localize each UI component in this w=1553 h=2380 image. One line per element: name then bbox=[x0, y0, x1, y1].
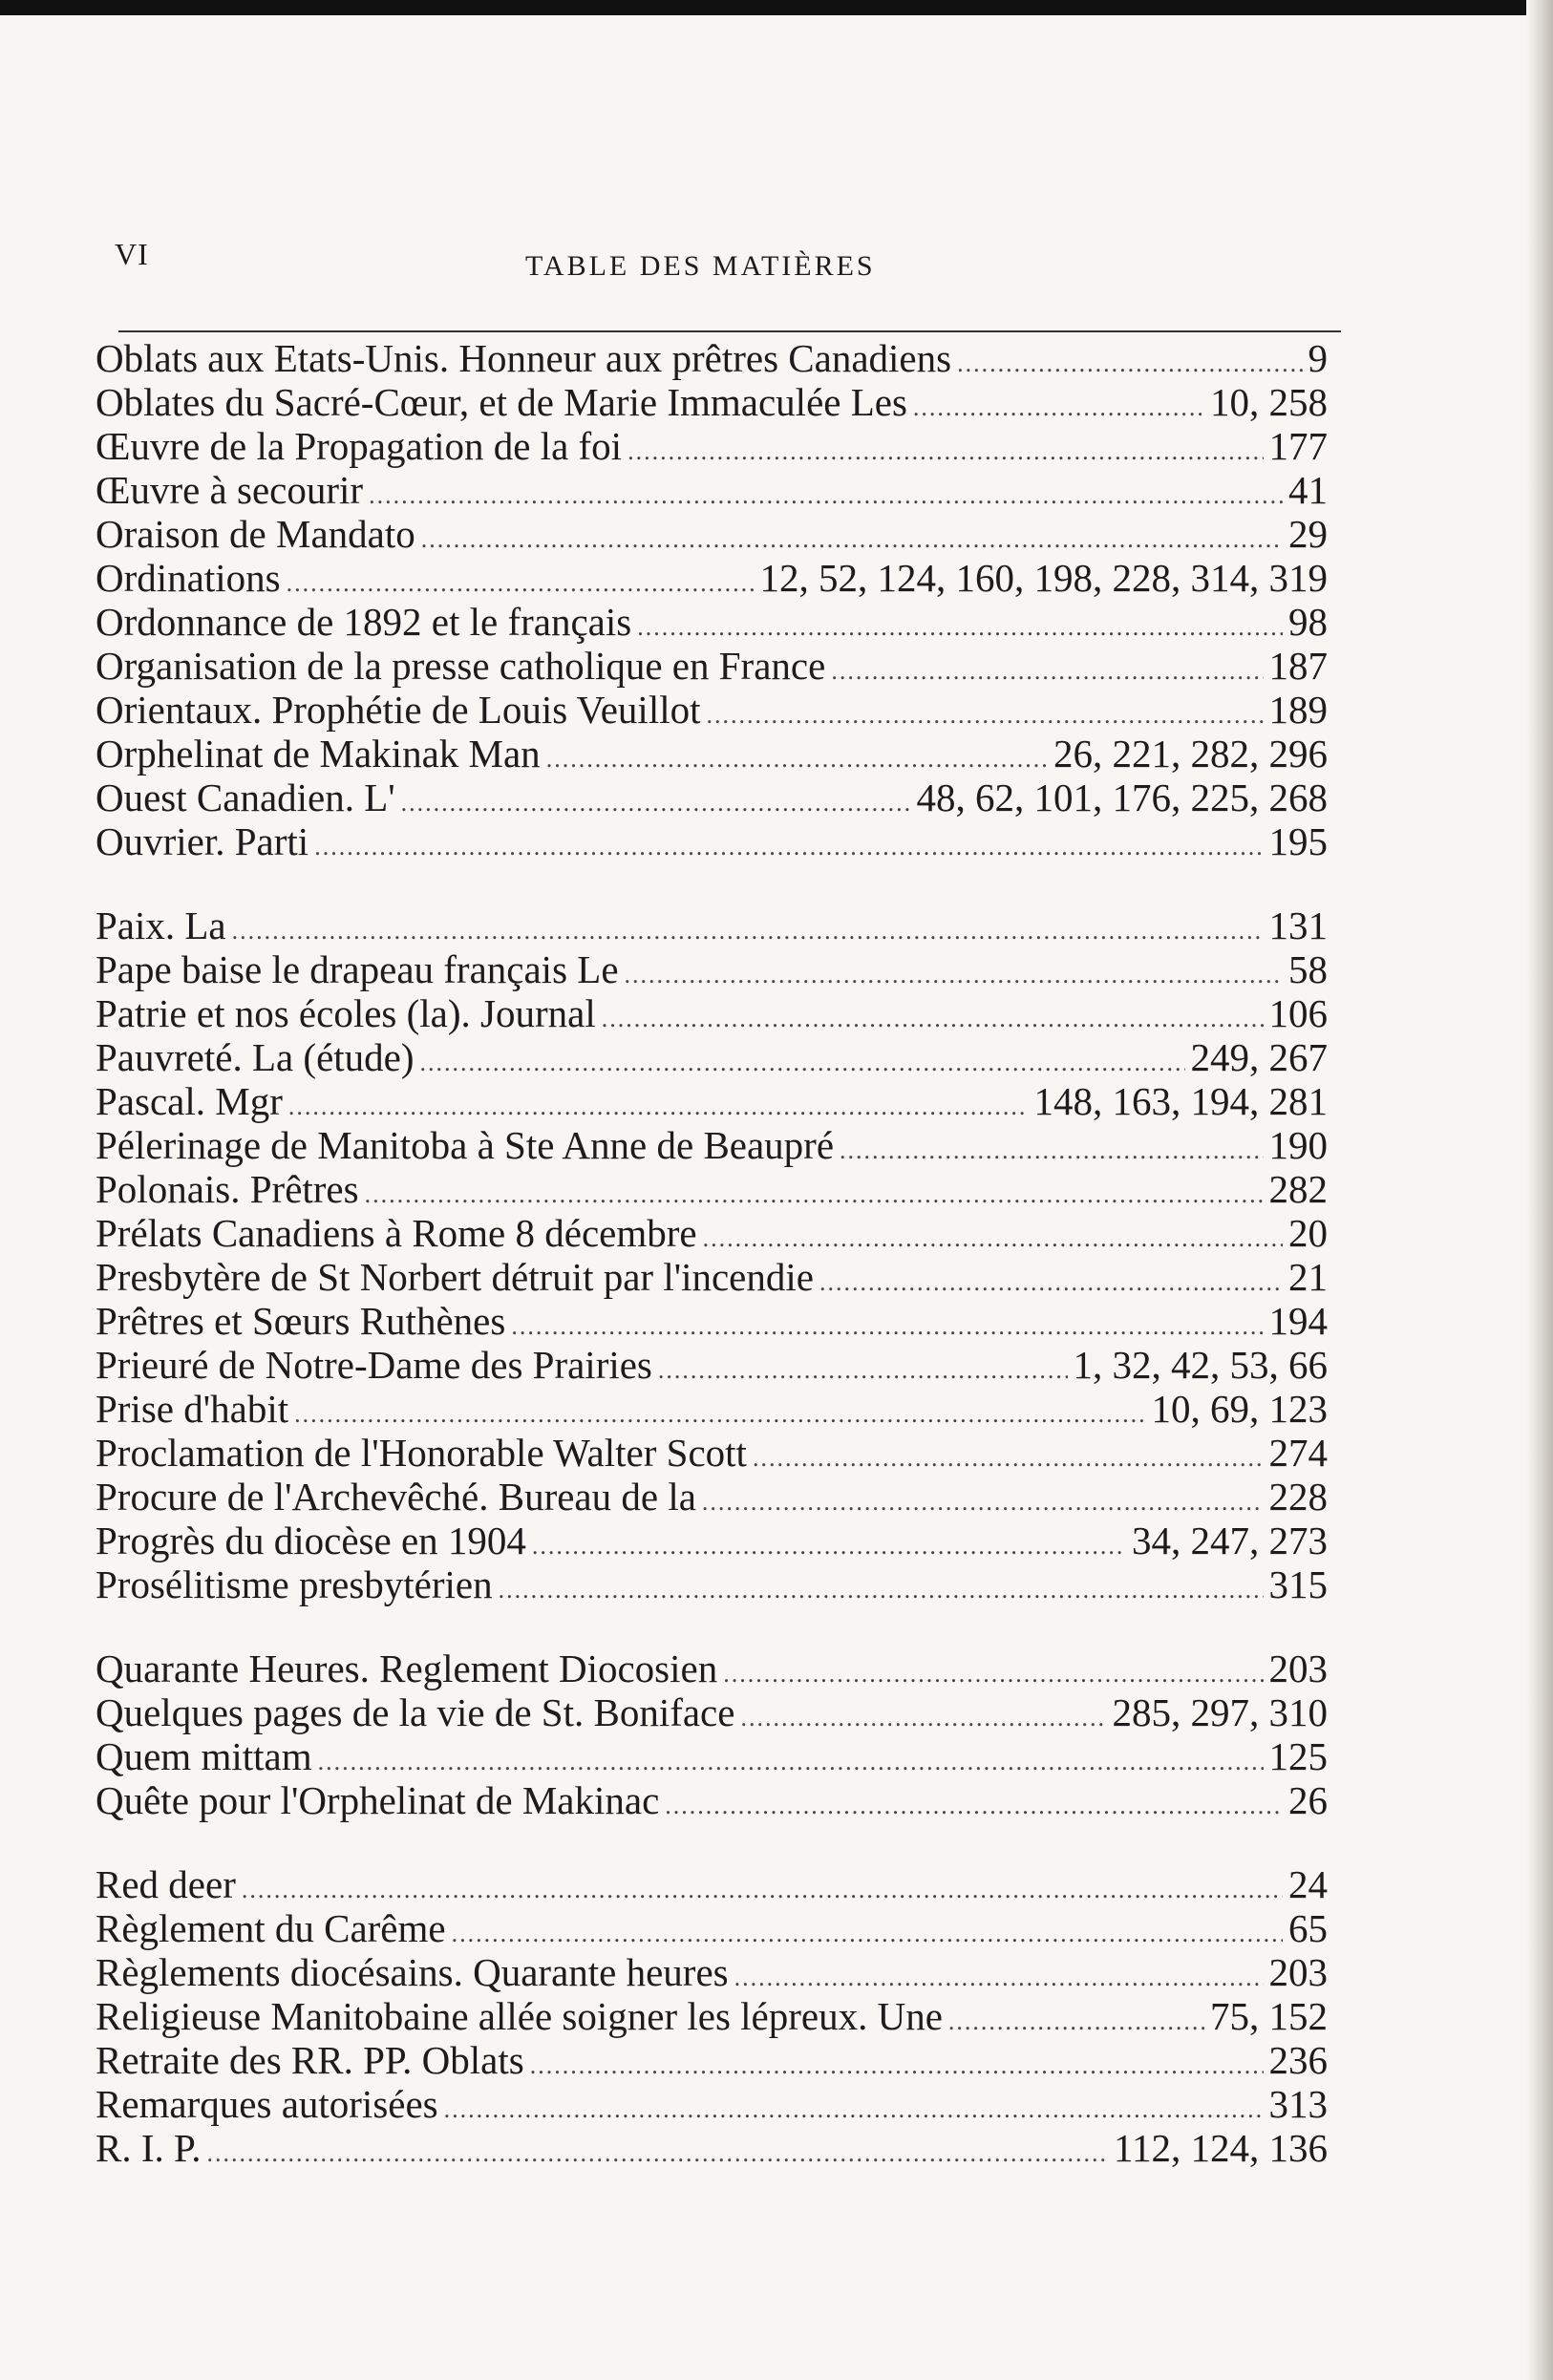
entry-term: Œuvre à secourir bbox=[96, 468, 364, 512]
dot-leader bbox=[499, 1568, 1264, 1606]
dot-leader bbox=[740, 1696, 1106, 1734]
index-entry bbox=[96, 1299, 1328, 1343]
entry-pages: 65 bbox=[1288, 1906, 1328, 1950]
entry-pages: 187 bbox=[1268, 644, 1328, 688]
entry-pages: 189 bbox=[1268, 688, 1328, 732]
entry-term: Proclamation de l'Honorable Walter Scott bbox=[96, 1431, 747, 1475]
entry-term: Prise d'habit bbox=[96, 1387, 289, 1431]
dot-leader bbox=[948, 2000, 1204, 2038]
entry-term: Œuvre de la Propagation de la foi bbox=[96, 424, 623, 468]
scan-page-edge bbox=[1526, 0, 1553, 2380]
index-entry bbox=[96, 947, 1328, 991]
index-entry bbox=[96, 380, 1328, 424]
entry-term: Orientaux. Prophétie de Louis Veuillot bbox=[96, 688, 701, 732]
entry-pages: 20 bbox=[1288, 1211, 1328, 1255]
index-entry bbox=[96, 1519, 1328, 1562]
index-entry bbox=[96, 819, 1328, 863]
dot-leader bbox=[444, 2088, 1264, 2126]
dot-leader bbox=[401, 781, 911, 819]
entry-pages: 75, 152 bbox=[1210, 1994, 1328, 2038]
index-entry bbox=[96, 1562, 1328, 1606]
entry-pages: 10, 69, 123 bbox=[1151, 1387, 1328, 1431]
entry-term: Organisation de la presse catholique en France bbox=[96, 644, 826, 688]
entry-term: Ouvrier. Parti bbox=[96, 819, 309, 863]
index-entry bbox=[96, 556, 1328, 600]
index-entry bbox=[96, 1079, 1328, 1123]
dot-leader bbox=[753, 1436, 1264, 1475]
entry-term: Quête pour l'Orphelinat de Makinac bbox=[96, 1778, 660, 1822]
entry-term: Règlement du Carême bbox=[96, 1906, 446, 1950]
dot-leader bbox=[707, 693, 1264, 732]
dot-leader bbox=[957, 342, 1302, 380]
dot-leader bbox=[530, 2044, 1264, 2082]
entry-pages: 131 bbox=[1268, 903, 1328, 947]
index-list bbox=[96, 336, 1328, 2210]
entry-term: Red deer bbox=[96, 1862, 236, 1906]
index-entry bbox=[96, 1647, 1328, 1690]
dot-leader bbox=[625, 953, 1283, 991]
entry-pages: 203 bbox=[1268, 1950, 1328, 1994]
index-entry bbox=[96, 1906, 1328, 1950]
entry-term: Quelques pages de la vie de St. Boniface bbox=[96, 1690, 735, 1734]
dot-leader bbox=[703, 1217, 1283, 1255]
dot-leader bbox=[207, 2132, 1109, 2170]
index-entry bbox=[96, 1431, 1328, 1475]
entry-term: Polonais. Prêtres bbox=[96, 1167, 359, 1211]
entry-term: Pauvreté. La (étude) bbox=[96, 1035, 415, 1079]
entry-term: Oraison de Mandato bbox=[96, 512, 415, 556]
dot-leader bbox=[511, 1305, 1263, 1343]
entry-pages: 26, 221, 282, 296 bbox=[1053, 732, 1328, 776]
index-entry bbox=[96, 1123, 1328, 1167]
entry-pages: 112, 124, 136 bbox=[1114, 2126, 1328, 2170]
entry-term: Procure de l'Archevêché. Bureau de la bbox=[96, 1475, 696, 1519]
entry-term: Ouest Canadien. L' bbox=[96, 776, 395, 819]
dot-leader bbox=[840, 1129, 1263, 1167]
dot-leader bbox=[232, 909, 1264, 947]
header-rule bbox=[118, 330, 1341, 332]
entry-pages: 190 bbox=[1268, 1123, 1328, 1167]
index-entry bbox=[96, 2126, 1328, 2170]
index-section bbox=[96, 336, 1328, 863]
dot-leader bbox=[819, 1261, 1283, 1299]
entry-pages: 274 bbox=[1268, 1431, 1328, 1475]
index-entry bbox=[96, 600, 1328, 644]
entry-pages: 1, 32, 42, 53, 66 bbox=[1073, 1343, 1328, 1387]
entry-term: Patrie et nos écoles (la). Journal bbox=[96, 991, 596, 1035]
index-section bbox=[96, 1862, 1328, 2170]
entry-pages: 315 bbox=[1268, 1562, 1328, 1606]
entry-pages: 125 bbox=[1268, 1734, 1328, 1778]
dot-leader bbox=[628, 430, 1263, 468]
entry-term: Pascal. Mgr bbox=[96, 1079, 283, 1123]
entry-term: Pélerinage de Manitoba à Ste Anne de Beaupré bbox=[96, 1123, 835, 1167]
index-entry bbox=[96, 1778, 1328, 1822]
entry-term: Oblats aux Etats-Unis. Honneur aux prêtres Canadiens bbox=[96, 336, 952, 380]
index-entry bbox=[96, 2038, 1328, 2082]
entry-term: Oblates du Sacré-Cœur, et de Marie Immaculée Les bbox=[96, 380, 907, 424]
entry-term: Prieuré de Notre-Dame des Prairies bbox=[96, 1343, 652, 1387]
entry-term: Prélats Canadiens à Rome 8 décembre bbox=[96, 1211, 697, 1255]
entry-pages: 24 bbox=[1288, 1862, 1328, 1906]
index-entry bbox=[96, 1994, 1328, 2038]
dot-leader bbox=[532, 1524, 1126, 1562]
dot-leader bbox=[602, 997, 1264, 1035]
index-entry bbox=[96, 688, 1328, 732]
dot-leader bbox=[831, 649, 1263, 688]
entry-pages: 194 bbox=[1268, 1299, 1328, 1343]
entry-pages: 228 bbox=[1268, 1475, 1328, 1519]
dot-leader bbox=[288, 1085, 1029, 1123]
entry-pages: 12, 52, 124, 160, 198, 228, 314, 319 bbox=[759, 556, 1328, 600]
dot-leader bbox=[242, 1868, 1283, 1906]
index-entry bbox=[96, 1475, 1328, 1519]
entry-term: Retraite des RR. PP. Oblats bbox=[96, 2038, 524, 2082]
dot-leader bbox=[365, 1173, 1264, 1211]
index-entry bbox=[96, 1950, 1328, 1994]
entry-pages: 195 bbox=[1268, 819, 1328, 863]
entry-pages: 313 bbox=[1268, 2082, 1328, 2126]
dot-leader bbox=[420, 1041, 1185, 1079]
index-entry bbox=[96, 776, 1328, 819]
entry-term: R. I. P. bbox=[96, 2126, 202, 2170]
index-entry bbox=[96, 336, 1328, 380]
entry-pages: 9 bbox=[1308, 336, 1328, 380]
dot-leader bbox=[314, 825, 1263, 863]
entry-pages: 10, 258 bbox=[1210, 380, 1328, 424]
index-entry bbox=[96, 644, 1328, 688]
entry-term: Remarques autorisées bbox=[96, 2082, 438, 2126]
index-entry bbox=[96, 1690, 1328, 1734]
index-entry bbox=[96, 1734, 1328, 1778]
entry-pages: 21 bbox=[1288, 1255, 1328, 1299]
index-entry bbox=[96, 991, 1328, 1035]
dot-leader bbox=[665, 1784, 1283, 1822]
dot-leader bbox=[913, 386, 1204, 424]
running-title: TABLE DES MATIÈRES bbox=[525, 250, 876, 282]
dot-leader bbox=[734, 1956, 1264, 1994]
dot-leader bbox=[294, 1392, 1145, 1431]
entry-term: Pape baise le drapeau français Le bbox=[96, 947, 619, 991]
index-section bbox=[96, 1647, 1328, 1822]
entry-term: Quarante Heures. Reglement Diocosien bbox=[96, 1647, 718, 1690]
index-entry bbox=[96, 1211, 1328, 1255]
index-entry bbox=[96, 424, 1328, 468]
index-entry bbox=[96, 1343, 1328, 1387]
dot-leader bbox=[369, 474, 1283, 512]
dot-leader bbox=[287, 562, 755, 600]
entry-term: Règlements diocésains. Quarante heures bbox=[96, 1950, 729, 1994]
dot-leader bbox=[318, 1740, 1264, 1778]
entry-term: Ordinations bbox=[96, 556, 281, 600]
entry-pages: 285, 297, 310 bbox=[1112, 1690, 1328, 1734]
entry-pages: 41 bbox=[1288, 468, 1328, 512]
index-entry bbox=[96, 1387, 1328, 1431]
dot-leader bbox=[723, 1652, 1263, 1690]
entry-pages: 106 bbox=[1268, 991, 1328, 1035]
entry-pages: 282 bbox=[1268, 1167, 1328, 1211]
entry-term: Prêtres et Sœurs Ruthènes bbox=[96, 1299, 506, 1343]
dot-leader bbox=[546, 737, 1048, 776]
entry-pages: 177 bbox=[1268, 424, 1328, 468]
index-entry bbox=[96, 1167, 1328, 1211]
entry-term: Orphelinat de Makinak Man bbox=[96, 732, 541, 776]
index-entry bbox=[96, 2082, 1328, 2126]
dot-leader bbox=[637, 606, 1283, 644]
entry-term: Prosélitisme presbytérien bbox=[96, 1562, 493, 1606]
dot-leader bbox=[421, 518, 1283, 556]
index-section bbox=[96, 903, 1328, 1606]
entry-pages: 236 bbox=[1268, 2038, 1328, 2082]
entry-pages: 58 bbox=[1288, 947, 1328, 991]
page-header bbox=[115, 237, 1337, 294]
entry-pages: 203 bbox=[1268, 1647, 1328, 1690]
index-entry bbox=[96, 903, 1328, 947]
entry-pages: 34, 247, 273 bbox=[1132, 1519, 1328, 1562]
dot-leader bbox=[452, 1912, 1283, 1950]
entry-term: Progrès du diocèse en 1904 bbox=[96, 1519, 526, 1562]
index-entry bbox=[96, 512, 1328, 556]
index-entry bbox=[96, 468, 1328, 512]
entry-pages: 29 bbox=[1288, 512, 1328, 556]
index-entry bbox=[96, 1035, 1328, 1079]
entry-pages: 26 bbox=[1288, 1778, 1328, 1822]
entry-pages: 48, 62, 101, 176, 225, 268 bbox=[916, 776, 1328, 819]
index-entry bbox=[96, 732, 1328, 776]
entry-term: Quem mittam bbox=[96, 1734, 312, 1778]
dot-leader bbox=[702, 1480, 1264, 1519]
entry-pages: 249, 267 bbox=[1190, 1035, 1328, 1079]
entry-term: Religieuse Manitobaine allée soigner les lépreux. Une bbox=[96, 1994, 943, 2038]
entry-pages: 98 bbox=[1288, 600, 1328, 644]
entry-term: Paix. La bbox=[96, 903, 226, 947]
scan-top-border bbox=[0, 0, 1553, 15]
index-entry bbox=[96, 1255, 1328, 1299]
entry-term: Ordonnance de 1892 et le français bbox=[96, 600, 632, 644]
page-number: VI bbox=[115, 237, 149, 271]
entry-pages: 148, 163, 194, 281 bbox=[1033, 1079, 1328, 1123]
index-entry bbox=[96, 1862, 1328, 1906]
entry-term: Presbytère de St Norbert détruit par l'incendie bbox=[96, 1255, 814, 1299]
dot-leader bbox=[658, 1349, 1068, 1387]
